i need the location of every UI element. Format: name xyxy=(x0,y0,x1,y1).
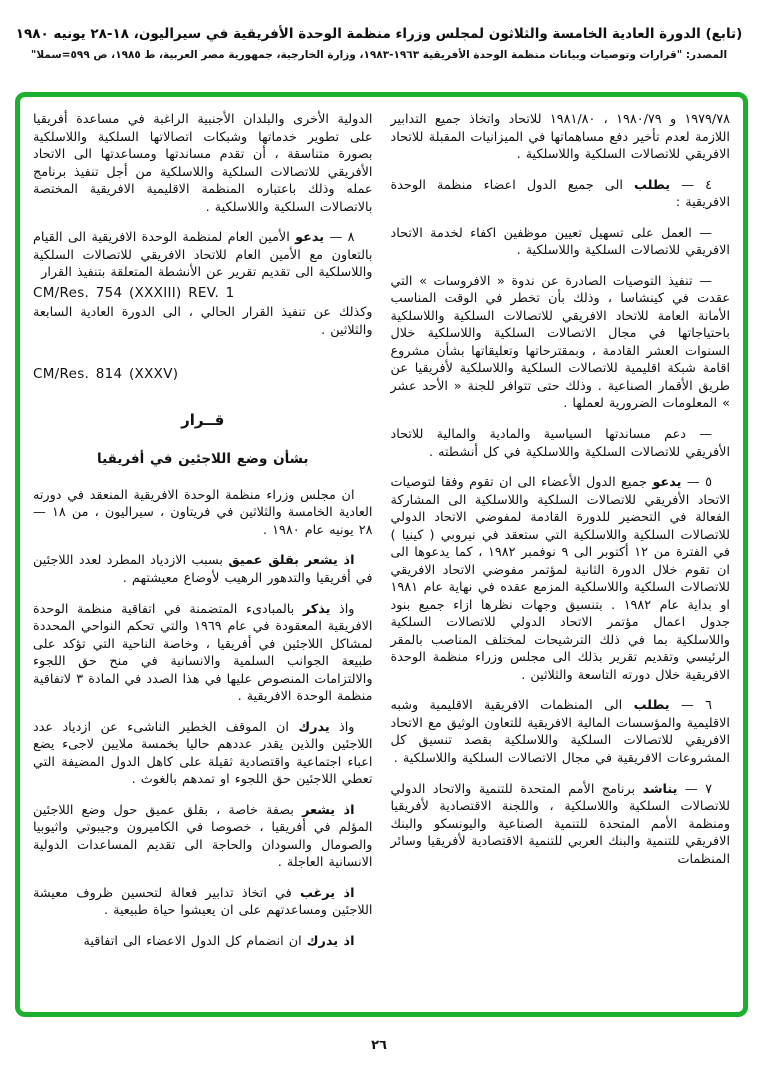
paragraph-dash-item: — دعم مساندتها السياسية والمادية والمالية للاتحاد الأفريقي للاتصالات السلكية واللاسلكية في كل أنشطته . xyxy=(390,426,730,460)
paragraph-item-8: ٨ — يدعو الأمين العام لمنظمة الوحدة الافريقية الى القيام بالتعاون مع الأمين العام للاتحاد الافريقي للاتصالات السلكية واللاسلكية الى تقديم تقرير عن الأنشطة المتعلقة بتنفيذ القرار xyxy=(33,230,373,281)
page-number: ٢٦ xyxy=(371,1038,387,1053)
column-left xyxy=(33,111,373,1002)
paragraph-clause: اذ يشعر بصفة خاصة ، بقلق عميق حول وضع اللاجئين المؤلم في أفريقيا ، خصوصا في الكاميرون وجيبوتي واثيوبيا والصومال والسودان والحاجة الى تقديم المساعدات الدولية الانسانية العاجلة . xyxy=(33,802,373,871)
paragraph-preamble: ان مجلس وزراء منظمة الوحدة الافريقية المنعقد في دورته العادية الخامسة والثلاثين في فريتاون ، سيراليون ، من ١٨ — ٢٨ يونيه عام ١٩٨٠ . xyxy=(33,487,373,538)
paragraph-clause: واذ يذكر بالمبادىء المتضمنة في اتفاقية منظمة الوحدة الافريقية المعقودة في عام ١٩٦٩ والتي تحكم النواحي المحددة لمشاكل اللاجئين في أفريقيا ، وخاصة الناحية التي تؤكد على طبيعة الجوانب السلمية والانسانية في منح حق اللجوء والالتزامات المنصوص عليها في هذا الصدد في المادة ٣ لاتفاقية منظمة الوحدة الافريقية . xyxy=(33,601,373,705)
paragraph-clause: اذ يرغب في اتخاذ تدابير فعالة لتحسين ظروف معيشة اللاجئين ومساعدتهم على ان يعيشوا حياة طبيعية . xyxy=(33,885,373,919)
source-citation: المصدر: "قرارات وتوصيات وبيانات منظمة الوحدة الأفريقية ١٩٦٣-١٩٨٣، وزارة الخارجية، جمهورية مصر العربية، ط ١٩٨٥، ص ٥٩٩=سملا" xyxy=(30,49,728,61)
paragraph: وكذلك عن تنفيذ القرار الحالي ، الى الدورة العادية السابعة والثلاثين . xyxy=(33,305,373,338)
paragraph: ١٩٧٩/٧٨ و ١٩٨٠/٧٩ ، ١٩٨١/٨٠ للاتحاد واتخاذ جميع التدابير اللازمة لعدم تأخير دفع مساهماتها في الميزانيات المقبلة للاتحاد الافريقي للاتصالات السلكية واللاسلكية . xyxy=(390,112,730,163)
paragraph-clause: اذ يدرك ان انضمام كل الدول الاعضاء الى اتفاقية xyxy=(83,934,355,949)
paragraph-item-4: ٤ — يطلب الى جميع الدول اعضاء منظمة الوحدة الافريقية : xyxy=(390,177,730,211)
resolution-box xyxy=(15,92,748,1017)
paragraph: الدولية الأخرى والبلدان الأجنبية الراغبة في مساعدة أفريقيا على تطوير خدماتها وشبكات اتصالاتها السلكية واللاسلكية بصورة متناسقة ، أن تقدم مساندتها ومساعدتها الى الاتحاد الأفريقي للاتصالات السلكية واللاسلكية من أجل تنفيذ برنامج عمله وذلك باعتباره المنظمة الاقليمية الافريقية المختصة بالاتصالات السلكية واللاسلكية . xyxy=(33,112,373,215)
paragraph-item-5: ٥ — يدعو جميع الدول الأعضاء الى ان تقوم وفقا لتوصيات الاتحاد الأفريقي للاتصالات السلكية واللاسلكية الى المشاركة الفعالة في التحضير للدورة القادمة لمفوضي الاتحاد الدولي للاتصالات السلكية واللاسلكية التي ستعقد في نيروبي ( كينيا ) في الفترة من ١٢ أكتوبر الى ٩ نوفمبر ١٩٨٢ ، كما يدعوها الى ان تقوم خلال الدورة الثانية لمؤتمر مفوضي الاتحاد الافريقي للاتصالات السلكية واللاسلكية المزمع عقده في نهاية عام ١٩٨١ او بداية عام ١٩٨٢ . بتنسيق وجهات نظرها ازاء جميع بنود جدول اعمال مؤتمر الاتحاد الدولي للاتصالات السلكية واللاسلكية بما في ذلك الترشيحات لمختلف المناصب بالمقر الرئيسي وتقديم تقرير بذلك الى مجلس وزراء منظمة الوحدة الافريقية خلال دورته التاسعة والثلاثين . xyxy=(390,475,730,683)
paragraph-dash-item: — العمل على تسهيل تعيين موظفين اكفاء لخدمة الاتحاد الافريقي للاتصالات السلكية واللاسلكية . xyxy=(390,225,730,259)
page-header xyxy=(0,26,758,61)
session-title: (تابع) الدورة العادية الخامسة والثلاثون لمجلس وزراء منظمة الوحدة الأفريقية في سيراليون، ١٨-٢٨ يونيه ١٩٨٠ xyxy=(15,26,743,42)
paragraph-clause: واذ يدرك ان الموقف الخطير الناشىء عن ازدياد عدد اللاجئين والذين يقدر عددهم حاليا بخمسة ملايين لاجىء يضع اعباء اجتماعية واقتصادية ثقيلة على كاهل الدول المضيفة التي تعطي اللاجئين حق اللجوء او تمدهم بالغوث . xyxy=(33,719,373,788)
resolution-title: قــرار xyxy=(181,410,225,429)
two-column-layout xyxy=(20,97,743,1012)
resolution-subtitle: بشأن وضع اللاجئين في أفريقيا xyxy=(97,451,309,468)
resolution-ref-814: CM/Res. 814 (XXXV) xyxy=(33,366,179,383)
paragraph-dash-item: — تنفيذ التوصيات الصادرة عن ندوة « الافروسات » التي عقدت في كينشاسا ، وذلك بأن تخطر في الوقت المناسب الأمانة العامة للاتحاد الافريقي للاتصالات السلكية واللاسلكية باحتياجاتها في مجال الاتصالات السلكية واللاسلكية خلال السنوات العشر القادمة ، وبمقترحاتها وتعليقاتها بشأن مشروع اقامة شبكة اقليمية للاتصالات السلكية واللاسلكية لأفريقيا عن طريق الأقمار الصناعية . وذلك حتى تتوافر للجنة « الأحد عشر » المعلومات الضرورية لعملها . xyxy=(390,273,730,412)
paragraph-clause: اذ يشعر بقلق عميق بسبب الازدياد المطرد لعدد اللاجئين في أفريقيا والتدهور الرهيب لأوضاع معيشتهم . xyxy=(33,553,373,586)
resolution-ref-754: CM/Res. 754 (XXXIII) REV. 1 xyxy=(33,284,235,301)
paragraph-item-6: ٦ — يطلب الى المنظمات الافريقية الاقليمية وشبه الاقليمية والمؤسسات المالية الافريقية للتعاون الوثيق مع الاتحاد الافريقي للاتصالات السلكية واللاسلكية بقصد تنسيق كل المشروعات الافريقية في مجال الاتصالات السلكية واللاسلكية . xyxy=(390,698,730,766)
paragraph-item-7: ٧ — يناشد برنامج الأمم المتحدة للتنمية والاتحاد الدولي للاتصالات السلكية واللاسلكية ، واللجنة الاقتصادية لأفريقيا ومنظمة الأمم المتحدة للتنمية الصناعية واليونسكو والبنك الافريقي للتنمية والبنك العربي للتنمية الاقتصادية لأفريقيا وسائر المنظمات xyxy=(390,781,730,867)
column-right xyxy=(391,111,731,1002)
